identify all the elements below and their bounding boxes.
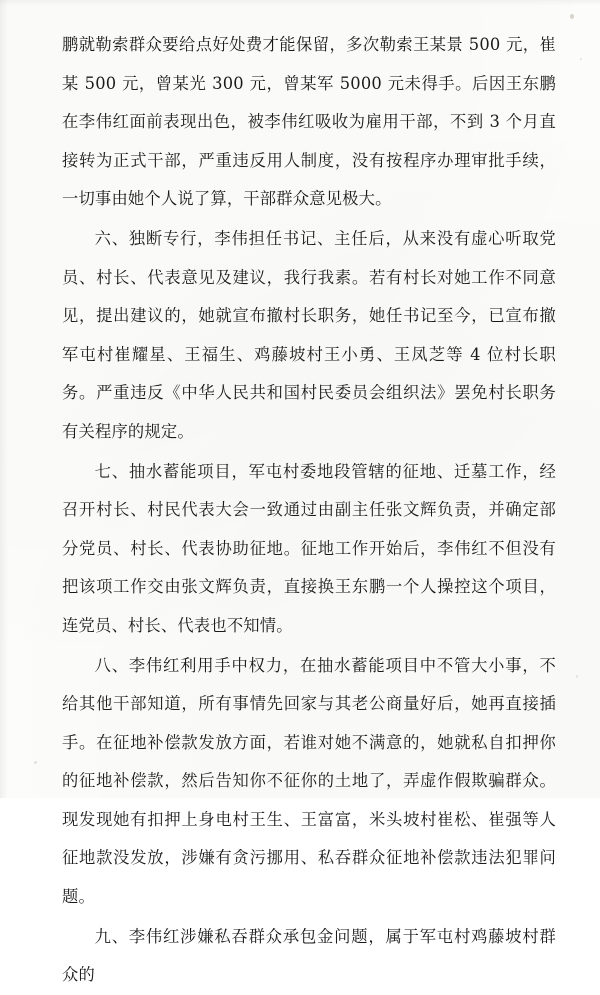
scan-speck: [576, 675, 578, 678]
paragraph-item-eight: 八、李伟红利用手中权力，在抽水蓄能项目中不管大小事，不给其他干部知道，所有事情先回家与其老公商量好后，她再直接插手。在征地补偿款发放方面，若谁对她不满意的，她就私自扣押你的征地补偿款，然后告知你不征你的土地了，弄虚作假欺骗群众。现发现她有扣押上身电村王生、王富富，米头坡村崔松、崔强等人征地款没发放，涉嫌有贪污挪用、私吞群众征地补偿款违法犯罪问题。: [62, 655, 556, 907]
scan-speck: [34, 761, 37, 764]
page-top-shadow: [0, 0, 600, 6]
page-left-shadow: [0, 0, 8, 798]
document-body: [62, 26, 556, 995]
scan-speck: [570, 14, 574, 19]
paragraph-item-nine: 九、李伟红涉嫌私吞群众承包金问题，属于军屯村鸡藤坡村群众的: [62, 926, 556, 985]
paragraph-item-seven: 七、抽水蓄能项目，军屯村委地段管辖的征地、迁墓工作，经召开村长、村民代表大会一致通过由副主任张文辉负责，并确定部分党员、村长、代表协助征地。征地工作开始后，李伟红不但没有把该项工作交由张文辉负责，直接换王东鹏一个人操控这个项目，连党员、村长、代表也不知情。: [62, 461, 556, 635]
paragraph-item-six: 六、独断专行，李伟担任书记、主任后，从来没有虚心听取党员、村长、代表意见及建议，我行我素。若有村长对她工作不同意见，提出建议的，她就宣布撤村长职务，她任书记至今，已宣布撤军屯村崔耀星、王福生、鸡藤坡村王小勇、王凤芝等 4 位村长职务。严重违反《中华人民共和国村民委员会组织法》罢免村长职务有关程序的规定。: [62, 228, 556, 441]
paragraph-continued-top: 鹏就勒索群众要给点好处费才能保留，多次勒索王某景 500 元，崔某 500 元，曾某光 300 元，曾某军 5000 元未得手。后因王东鹏在李伟红面前表现出色，被李伟红吸收为雇用干部，不到 3 个月直接转为正式干部，严重违反用人制度，没有按程序办理审批手续，一切事由她个人说了算，干部群众意见极大。: [62, 35, 556, 209]
scan-speck: [580, 58, 582, 60]
